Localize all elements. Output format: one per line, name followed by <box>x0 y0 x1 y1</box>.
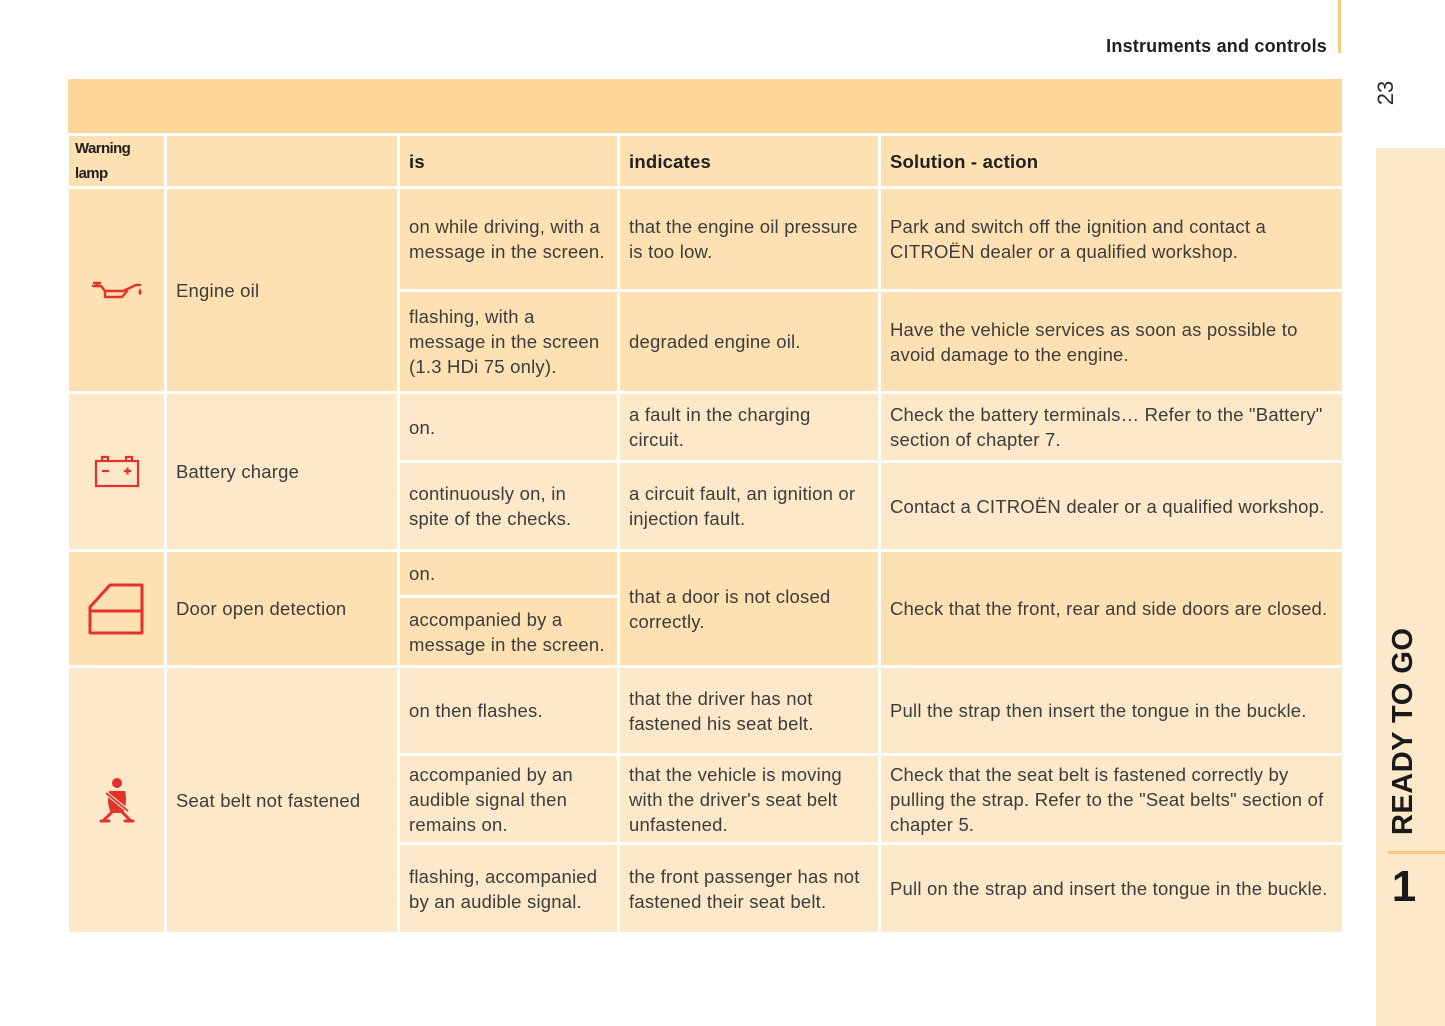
warning-lamps-table <box>66 133 1345 935</box>
chapter-title: READY TO GO <box>1387 627 1419 835</box>
battery-icon <box>94 455 140 489</box>
is-cell: on while driving, with a message in the screen. <box>400 189 617 289</box>
is-cell: accompanied by a message in the screen. <box>400 598 617 665</box>
is-cell: on. <box>400 552 617 595</box>
chapter-number: 1 <box>1391 862 1417 911</box>
indicates-cell: degraded engine oil. <box>620 292 878 391</box>
header-divider <box>1338 0 1341 53</box>
table-header-row <box>69 136 1342 186</box>
is-cell: continuously on, in spite of the checks. <box>400 463 617 549</box>
seat-belt-icon <box>97 777 137 823</box>
is-cell: flashing, with a message in the screen (1.3 HDi 75 only). <box>400 292 617 391</box>
engine-oil-icon <box>89 277 145 303</box>
is-cell: flashing, accompanied by an audible signal. <box>400 845 617 932</box>
solution-cell: Check that the seat belt is fastened correctly by pulling the strap. Refer to the "Seat belts" section of chapter 5. <box>881 756 1342 842</box>
solution-cell: Pull on the strap and insert the tongue in the buckle. <box>881 845 1342 932</box>
table-row <box>69 394 1342 460</box>
table-banner <box>68 79 1342 133</box>
battery-lamp <box>69 394 164 549</box>
header-name <box>167 136 397 186</box>
page-number: 23 <box>1373 80 1398 106</box>
indicates-cell: the front passenger has not fastened their seat belt. <box>620 845 878 932</box>
table-row <box>69 552 1342 595</box>
chapter-tab-divider <box>1388 851 1445 854</box>
lamp-name-engine-oil: Engine oil <box>167 189 397 391</box>
solution-cell: Have the vehicle services as soon as possible to avoid damage to the engine. <box>881 292 1342 391</box>
lamp-name-battery: Battery charge <box>167 394 397 549</box>
door-open-icon <box>87 581 147 637</box>
page-header-title: Instruments and controls <box>1106 36 1327 56</box>
header-indicates: indicates <box>620 136 878 186</box>
header-is: is <box>400 136 617 186</box>
indicates-cell: that the vehicle is moving with the driver's seat belt unfastened. <box>620 756 878 842</box>
lamp-name-seat-belt: Seat belt not fastened <box>167 668 397 932</box>
engine-oil-lamp <box>69 189 164 391</box>
door-open-lamp <box>69 552 164 665</box>
indicates-cell: that the engine oil pressure is too low. <box>620 189 878 289</box>
indicates-cell: a fault in the charging circuit. <box>620 394 878 460</box>
indicates-cell: that a door is not closed correctly. <box>620 552 878 665</box>
solution-cell: Contact a CITROËN dealer or a qualified workshop. <box>881 463 1342 549</box>
header-solution: Solution - action <box>881 136 1342 186</box>
solution-cell: Check that the front, rear and side doors are closed. <box>881 552 1342 665</box>
is-cell: on. <box>400 394 617 460</box>
is-cell: on then flashes. <box>400 668 617 753</box>
table-row <box>69 668 1342 753</box>
header-warning-lamp: Warning lamp <box>69 136 164 186</box>
solution-cell: Park and switch off the ignition and contact a CITROËN dealer or a qualified workshop. <box>881 189 1342 289</box>
solution-cell: Check the battery terminals… Refer to the "Battery" section of chapter 7. <box>881 394 1342 460</box>
indicates-cell: that the driver has not fastened his seat belt. <box>620 668 878 753</box>
lamp-name-door: Door open detection <box>167 552 397 665</box>
is-cell: accompanied by an audible signal then remains on. <box>400 756 617 842</box>
table-row <box>69 189 1342 289</box>
solution-cell: Pull the strap then insert the tongue in the buckle. <box>881 668 1342 753</box>
seat-belt-lamp <box>69 668 164 932</box>
indicates-cell: a circuit fault, an ignition or injection fault. <box>620 463 878 549</box>
